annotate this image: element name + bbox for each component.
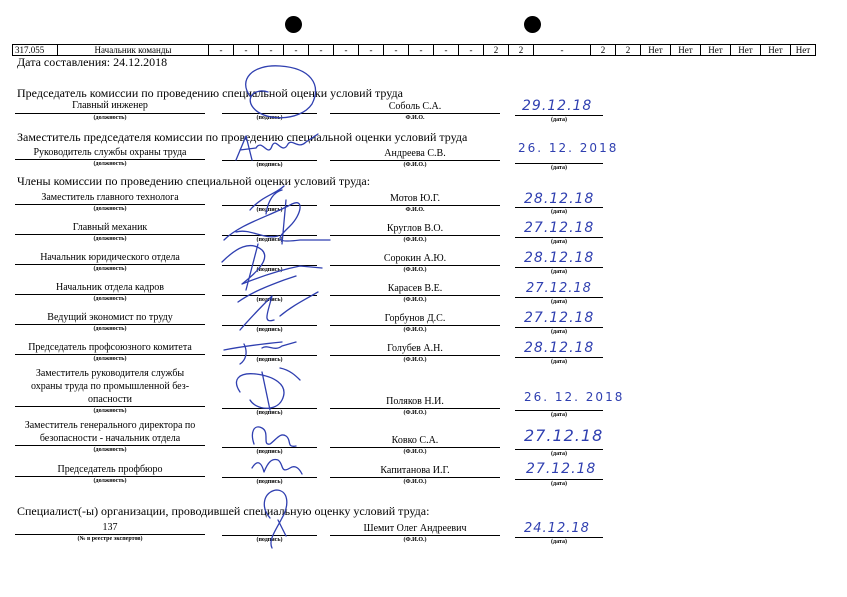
member-position: Ведущий экономист по труду — [47, 312, 173, 323]
signature-member-2 — [224, 200, 330, 244]
date-caption: (дата) — [551, 165, 567, 171]
table-cell: Нет — [641, 45, 671, 56]
signature-chairman — [246, 66, 316, 118]
member-date: 27.12.18 — [524, 426, 604, 445]
table-cell: Нет — [671, 45, 701, 56]
deputy-position: Руководитель службы охраны труда — [33, 147, 187, 158]
signature-caption: (подпись) — [256, 115, 283, 121]
position-caption: (должность) — [93, 326, 127, 332]
signature-specialist — [264, 490, 286, 548]
fio-caption: (Ф.И.О.) — [403, 449, 427, 455]
specialist-heading: Специалист(-ы) организации, проводившей специальную оценку условий труда: — [17, 504, 430, 518]
member-name: Голубев А.Н. — [387, 343, 443, 354]
member-name: Карасев В.Е. — [387, 283, 443, 294]
member-position: Заместитель главного технолога — [41, 192, 179, 203]
signature-caption: (подпись) — [256, 207, 283, 213]
member-name: Круглов В.О. — [386, 223, 444, 234]
position-caption: (должность) — [93, 356, 127, 362]
signature-member-5 — [240, 292, 318, 330]
signature-caption: (подпись) — [256, 357, 283, 363]
position-caption: (должность) — [93, 408, 127, 414]
member-date: 28.12.18 — [524, 250, 595, 266]
date-caption: (дата) — [551, 329, 567, 335]
member-position-line-2: охраны труда по промышленной без- — [30, 381, 190, 392]
member-name: Капитанова И.Г. — [380, 465, 450, 476]
fio-caption: (Ф.И.О.) — [403, 267, 427, 273]
signature-member-8 — [252, 427, 296, 446]
fio-caption: (Ф.И.О.) — [403, 237, 427, 243]
chairman-heading: Председатель комиссии по проведению специальной оценки условий труда — [17, 86, 403, 100]
member-position: Председатель профбюро — [57, 464, 163, 475]
date-caption: (дата) — [551, 209, 567, 215]
specialist-name: Шемит Олег Андреевич — [363, 523, 467, 534]
position-caption: (должность) — [93, 478, 127, 484]
table-cell: - — [259, 45, 284, 56]
table-cell: - — [209, 45, 234, 56]
member-name: Ковко С.А. — [391, 435, 439, 446]
date-caption: (дата) — [551, 239, 567, 245]
table-cell: Нет — [761, 45, 791, 56]
table-cell: 2 — [509, 45, 534, 56]
fio-caption: Ф.И.О. — [405, 207, 425, 213]
position-caption: (должность) — [93, 266, 127, 272]
member-position-line-3: опасности — [88, 394, 132, 405]
table-cell: 317.055 — [13, 45, 58, 56]
signature-caption: (подпись) — [256, 162, 283, 168]
fio-caption: (Ф.И.О.) — [403, 537, 427, 543]
date-caption: (дата) — [551, 412, 567, 418]
member-position-line-2: безопасности - начальник отдела — [39, 433, 181, 444]
date-caption: (дата) — [551, 539, 567, 545]
member-date: 26. 12. 2018 — [524, 390, 625, 404]
table-cell: - — [409, 45, 434, 56]
member-date: 28.12.18 — [524, 340, 595, 356]
position-caption: (должность) — [93, 161, 127, 167]
member-name: Горбунов Д.С. — [384, 313, 446, 324]
position-caption: (должность) — [93, 447, 127, 453]
signature-caption: (подпись) — [256, 479, 283, 485]
table-cell: - — [359, 45, 384, 56]
member-date: 27.12.18 — [526, 461, 597, 477]
member-position: Председатель профсоюзного комитета — [28, 342, 192, 353]
table-cell: Нет — [791, 45, 816, 56]
member-position-line-1: Заместитель генерального директора по — [24, 420, 196, 431]
table-cell: - — [459, 45, 484, 56]
fio-caption: Ф.И.О. — [405, 115, 425, 121]
signature-member-7 — [237, 368, 300, 410]
table-cell: - — [234, 45, 259, 56]
date-caption: (дата) — [551, 359, 567, 365]
member-name: Сорокин А.Ю. — [383, 253, 447, 264]
signature-member-3 — [222, 244, 322, 290]
member-name: Мотов Ю.Г. — [390, 193, 440, 204]
signature-caption: (подпись) — [256, 297, 283, 303]
fio-caption: (Ф.И.О.) — [403, 479, 427, 485]
fio-caption: (Ф.И.О.) — [403, 162, 427, 168]
fio-caption: (Ф.И.О.) — [403, 327, 427, 333]
table-cell: 2 — [484, 45, 509, 56]
specialist-date: 24.12.18 — [524, 521, 590, 536]
signature-caption: (подпись) — [256, 237, 283, 243]
member-date: 28.12.18 — [524, 191, 595, 207]
date-caption: (дата) — [551, 451, 567, 457]
signature-caption: (подпись) — [256, 537, 283, 543]
member-position: Начальник отдела кадров — [56, 282, 164, 293]
chairman-date: 29.12.18 — [522, 98, 593, 114]
registry-number: 137 — [102, 522, 118, 533]
table-cell: 2 — [616, 45, 641, 56]
signature-caption: (подпись) — [256, 449, 283, 455]
chairman-position: Главный инженер — [72, 100, 148, 111]
position-caption: (должность) — [93, 236, 127, 242]
member-position: Начальник юридического отдела — [40, 252, 180, 263]
table-cell: Нет — [731, 45, 761, 56]
member-position-line-1: Заместитель руководителя службы — [35, 368, 185, 379]
fio-caption: (Ф.И.О.) — [403, 410, 427, 416]
fio-caption: (Ф.И.О.) — [403, 357, 427, 363]
deputy-heading: Заместитель председателя комиссии по проведению специальной оценки условий труда — [17, 130, 468, 144]
table-cell: - — [284, 45, 309, 56]
member-name: Поляков Н.И. — [386, 396, 444, 407]
signature-deputy — [236, 134, 318, 160]
table-cell: - — [534, 45, 591, 56]
fio-caption: (Ф.И.О.) — [403, 297, 427, 303]
deputy-name: Андреева С.В. — [384, 148, 446, 159]
member-date: 27.12.18 — [524, 220, 595, 236]
table-cell: - — [384, 45, 409, 56]
table-cell: - — [309, 45, 334, 56]
registry-caption: (№ в реестре экспертов) — [77, 536, 143, 542]
date-caption: (дата) — [551, 117, 567, 123]
date-caption: (дата) — [551, 481, 567, 487]
table-cell: 2 — [591, 45, 616, 56]
chairman-name: Соболь С.А. — [388, 101, 442, 112]
signature-caption: (подпись) — [256, 267, 283, 273]
compiled-date: Дата составления: 24.12.2018 — [17, 55, 168, 69]
position-caption: (должность) — [93, 206, 127, 212]
table-cell: - — [434, 45, 459, 56]
signature-member-6 — [224, 342, 296, 364]
member-position: Главный механик — [72, 222, 148, 233]
members-heading: Члены комиссии по проведению специальной оценки условий труда: — [17, 174, 371, 188]
signature-member-9 — [252, 460, 302, 475]
table-cell: - — [334, 45, 359, 56]
signature-caption: (подпись) — [256, 327, 283, 333]
deputy-date: 26. 12. 2018 — [518, 141, 619, 155]
date-caption: (дата) — [551, 269, 567, 275]
member-date: 27.12.18 — [526, 281, 592, 296]
position-caption: (должность) — [93, 115, 127, 121]
table-cell: Начальник команды — [58, 45, 209, 56]
signature-caption: (подпись) — [256, 410, 283, 416]
member-date: 27.12.18 — [524, 310, 595, 326]
date-caption: (дата) — [551, 299, 567, 305]
position-caption: (должность) — [93, 296, 127, 302]
table-cell: Нет — [701, 45, 731, 56]
